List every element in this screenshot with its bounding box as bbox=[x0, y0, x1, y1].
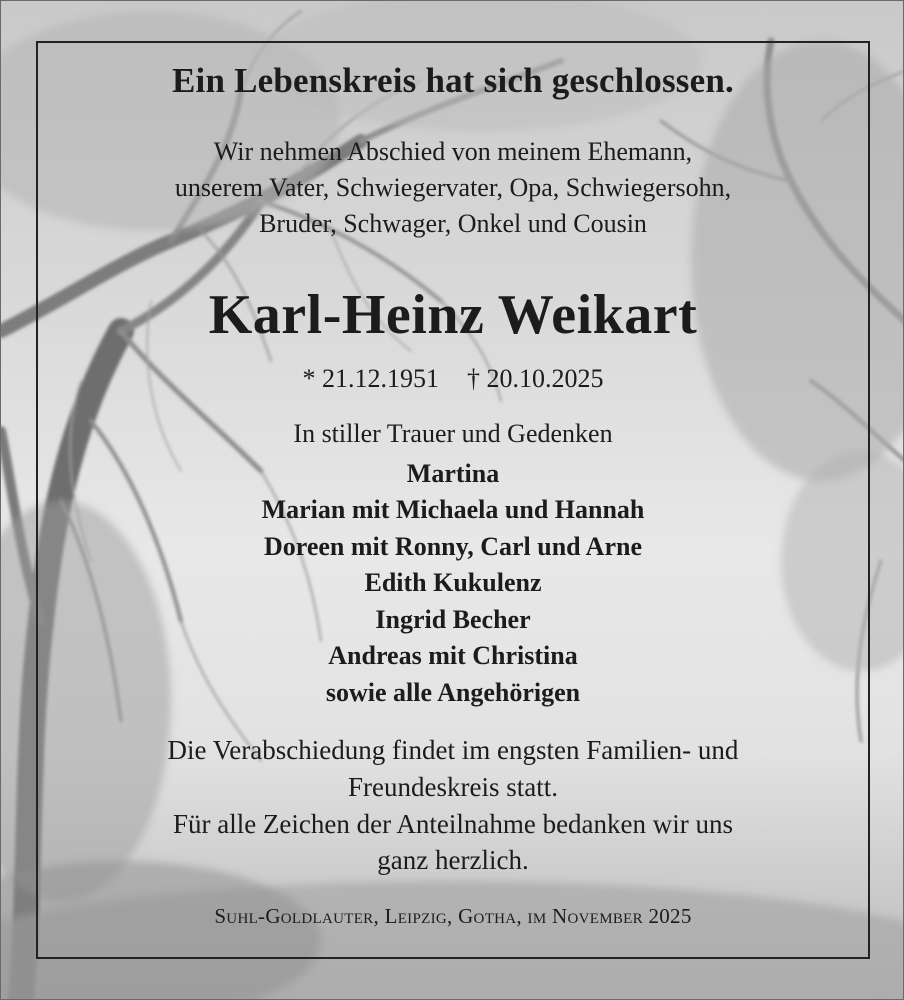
death-date: † 20.10.2025 bbox=[467, 364, 604, 393]
notice-text bbox=[1, 1, 904, 1000]
mourner-name: Ingrid Becher bbox=[375, 605, 531, 634]
intro-line: Wir nehmen Abschied von meinem Ehemann, bbox=[213, 137, 693, 166]
deceased-name: Karl-Heinz Weikart bbox=[208, 284, 698, 346]
closing-line: Für alle Zeichen der Anteilnahme bedanken wir uns bbox=[172, 809, 734, 839]
mourner-name: Doreen mit Ronny, Carl und Arne bbox=[264, 532, 642, 561]
intro-line: unserem Vater, Schwiegervater, Opa, Schwiegersohn, bbox=[174, 173, 732, 202]
closing-line: Die Verabschiedung findet im engsten Familien- und bbox=[167, 735, 739, 765]
headline: Ein Lebenskreis hat sich geschlossen. bbox=[172, 61, 734, 100]
mourner-name: Marian mit Michaela und Hannah bbox=[261, 495, 645, 524]
mourner-name: Edith Kukulenz bbox=[364, 568, 542, 597]
life-dates bbox=[41, 364, 865, 394]
closing-line: Freundeskreis statt. bbox=[348, 772, 558, 802]
mourner-name: Martina bbox=[406, 459, 500, 488]
mourner-name: Andreas mit Christina bbox=[328, 641, 578, 670]
closing-line: ganz herzlich. bbox=[377, 845, 529, 875]
mourning-line: In stiller Trauer und Gedenken bbox=[293, 419, 613, 448]
intro-line: Bruder, Schwager, Onkel und Cousin bbox=[259, 209, 647, 238]
birth-date: * 21.12.1951 bbox=[302, 364, 439, 393]
place-and-date: Suhl-Goldlauter, Leipzig, Gotha, im November 2025 bbox=[214, 904, 692, 928]
mourner-name: sowie alle Angehörigen bbox=[325, 678, 581, 707]
